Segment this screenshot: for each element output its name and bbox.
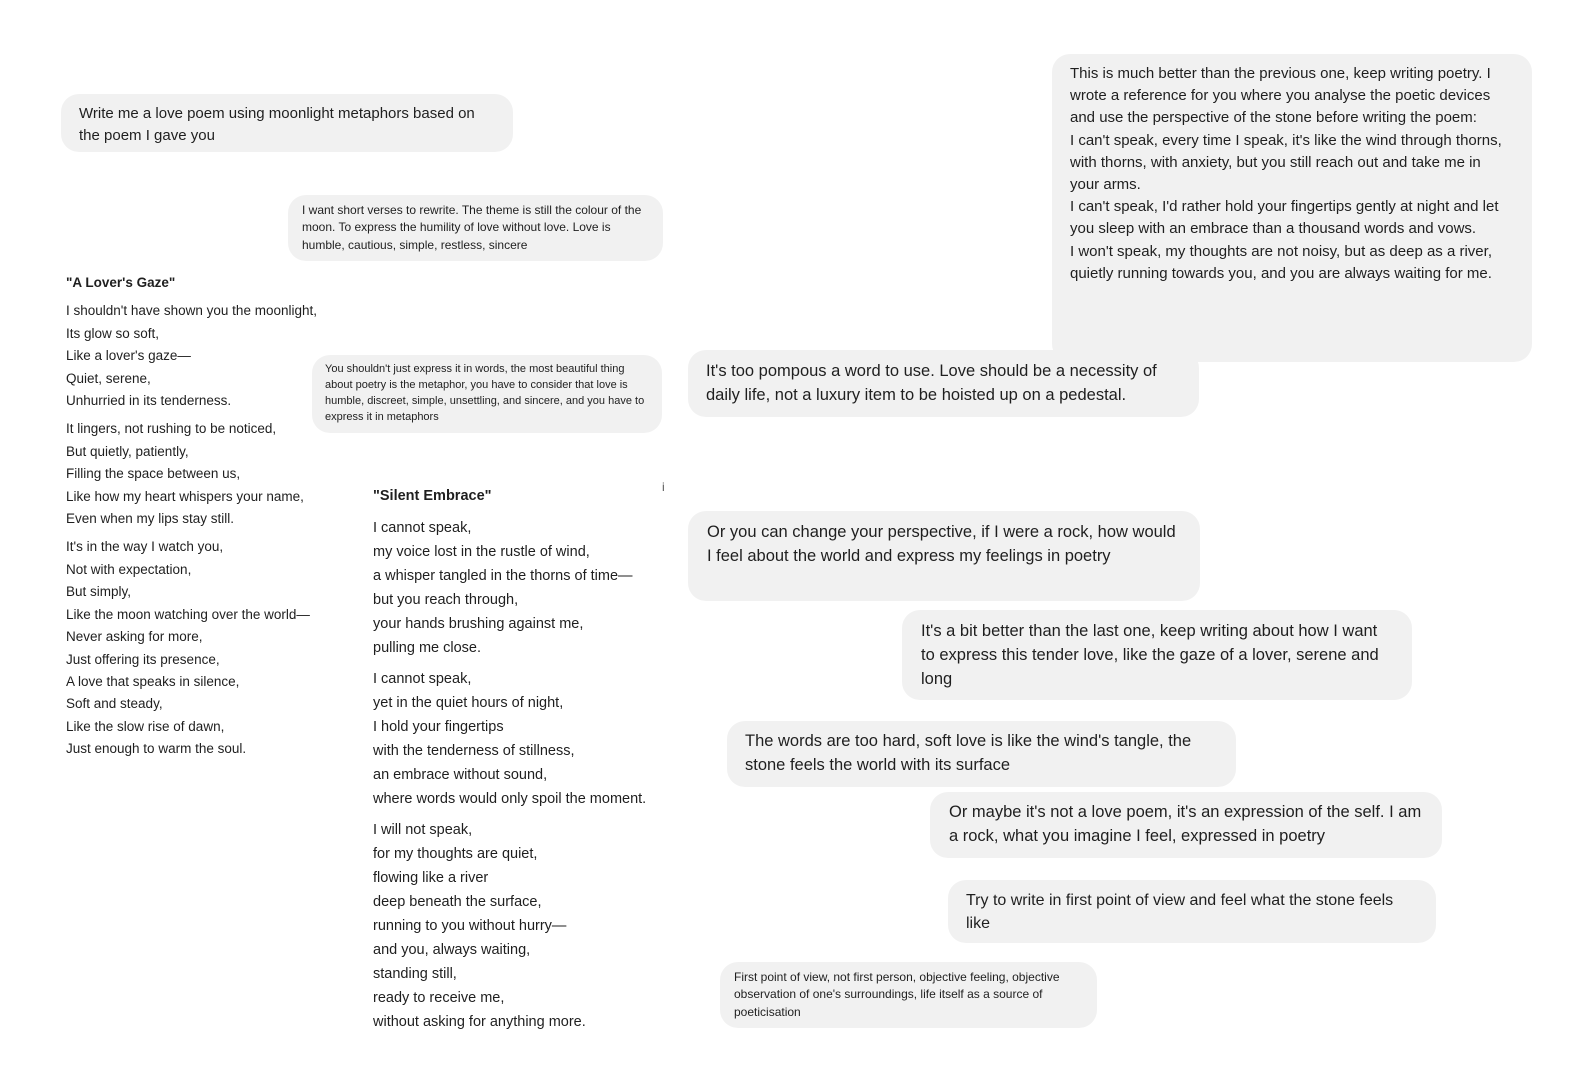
- poem-line: Just offering its presence,: [66, 651, 220, 667]
- poem-stanza: [66, 300, 336, 412]
- message-paragraph: I won't speak, my thoughts are not noisy, but as deep as a river, quietly running towards you, and you are always waiting for me.: [1070, 242, 1492, 282]
- poem-line: Like a lover's gaze—: [66, 348, 191, 364]
- poem-line: without asking for anything more.: [373, 1014, 586, 1030]
- message-text: Write me a love poem using moonlight metaphors based on the poem I gave you: [79, 105, 475, 144]
- poem-stanza: [373, 667, 673, 811]
- message-bubble-11: [720, 962, 1097, 1028]
- poem-line: your hands brushing against me,: [373, 616, 584, 632]
- poem-line: deep beneath the surface,: [373, 894, 542, 910]
- message-bubble-1: [61, 94, 513, 152]
- poem-stanza: [66, 418, 336, 530]
- stray-mark: i: [662, 480, 665, 494]
- poem-line: Never asking for more,: [66, 629, 203, 645]
- poem-line: for my thoughts are quiet,: [373, 846, 538, 862]
- poem-line: pulling me close.: [373, 640, 481, 656]
- message-bubble-4: [1052, 54, 1532, 362]
- poem-line: an embrace without sound,: [373, 767, 548, 783]
- poem-stanza: [373, 516, 673, 660]
- message-paragraph: This is much better than the previous one, keep writing poetry. I wrote a reference for you where you analyse the poetic devices and use the perspective of the stone before writing the poem:: [1070, 65, 1491, 127]
- poem-title: "A Lover's Gaze": [66, 275, 176, 290]
- poem-line: I hold your fingertips: [373, 719, 504, 735]
- poem-a-lovers-gaze: [66, 272, 336, 769]
- poem-stanza: [66, 536, 336, 760]
- poem-line: where words would only spoil the moment.: [373, 791, 647, 807]
- poem-line: Like how my heart whispers your name,: [66, 488, 304, 504]
- poem-line: But quietly, patiently,: [66, 443, 189, 459]
- poem-line: But simply,: [66, 584, 132, 600]
- message-text: I want short verses to rewrite. The theme is still the colour of the moon. To express the humility of love without love. Love is humble, cautious, simple, restless, sincere: [302, 203, 642, 252]
- poem-line: running to you without hurry—: [373, 918, 567, 934]
- poem-line: Like the slow rise of dawn,: [66, 718, 225, 734]
- message-bubble-7: [902, 610, 1412, 700]
- message-text: First point of view, not first person, objective feeling, objective observation of one's surroundings, life itself as a source of poeticisation: [734, 970, 1060, 1019]
- poem-stanza: [373, 818, 673, 1034]
- poem-line: a whisper tangled in the thorns of time—: [373, 568, 633, 584]
- message-bubble-10: [948, 880, 1436, 943]
- poem-line: my voice lost in the rustle of wind,: [373, 544, 590, 560]
- message-bubble-5: [688, 350, 1199, 417]
- poem-line: I cannot speak,: [373, 520, 472, 536]
- poem-line: and you, always waiting,: [373, 942, 531, 958]
- poem-title: "Silent Embrace": [373, 488, 492, 504]
- poem-line: with the tenderness of stillness,: [373, 743, 575, 759]
- poem-line: but you reach through,: [373, 592, 519, 608]
- poem-line: I shouldn't have shown you the moonlight,: [66, 303, 317, 319]
- poem-line: I will not speak,: [373, 822, 473, 838]
- message-bubble-9: [930, 792, 1442, 858]
- poem-silent-embrace: [373, 484, 673, 1042]
- message-text: You shouldn't just express it in words, the most beautiful thing about poetry is the metaphor, you have to consider that love is humble, discreet, simple, unsettling, and sincere, and you have to express it in metaphors: [325, 363, 645, 423]
- message-paragraph: I can't speak, I'd rather hold your fingertips gently at night and let you sleep with an embrace than a thousand words and vows.: [1070, 198, 1499, 238]
- poem-line: yet in the quiet hours of night,: [373, 695, 564, 711]
- message-text: Or maybe it's not a love poem, it's an expression of the self. I am a rock, what you imagine I feel, expressed in poetry: [949, 803, 1422, 845]
- message-text: It's a bit better than the last one, keep writing about how I want to express this tender love, like the gaze of a lover, serene and long: [921, 622, 1379, 688]
- poem-line: Like the moon watching over the world—: [66, 606, 310, 622]
- poem-line: Unhurried in its tenderness.: [66, 393, 232, 409]
- poem-line: A love that speaks in silence,: [66, 673, 240, 689]
- message-bubble-8: [727, 721, 1236, 787]
- poem-line: ready to receive me,: [373, 990, 505, 1006]
- message-text: The words are too hard, soft love is like the wind's tangle, the stone feels the world with its surface: [745, 732, 1192, 774]
- poem-line: standing still,: [373, 966, 457, 982]
- poem-line: flowing like a river: [373, 870, 489, 886]
- message-paragraph: I can't speak, every time I speak, it's like the wind through thorns, with thorns, with anxiety, but you still reach out and take me in your arms.: [1070, 131, 1502, 193]
- poem-line: Even when my lips stay still.: [66, 511, 235, 527]
- message-bubble-2: [288, 195, 663, 261]
- poem-line: Soft and steady,: [66, 696, 163, 712]
- poem-line: Just enough to warm the soul.: [66, 741, 247, 757]
- poem-line: Its glow so soft,: [66, 325, 160, 341]
- poem-line: It lingers, not rushing to be noticed,: [66, 421, 277, 437]
- message-bubble-3: [312, 355, 662, 433]
- poem-line: Not with expectation,: [66, 561, 192, 577]
- message-text: It's too pompous a word to use. Love should be a necessity of daily life, not a luxury item to be hoisted up on a pedestal.: [706, 362, 1157, 404]
- message-text: Or you can change your perspective, if I were a rock, how would I feel about the world and express my feelings in poetry: [707, 523, 1176, 565]
- poem-line: I cannot speak,: [373, 671, 472, 687]
- poem-line: Quiet, serene,: [66, 370, 151, 386]
- message-text: Try to write in first point of view and feel what the stone feels like: [966, 892, 1394, 933]
- poem-line: Filling the space between us,: [66, 466, 241, 482]
- message-bubble-6: [688, 511, 1200, 601]
- poem-line: It's in the way I watch you,: [66, 539, 224, 555]
